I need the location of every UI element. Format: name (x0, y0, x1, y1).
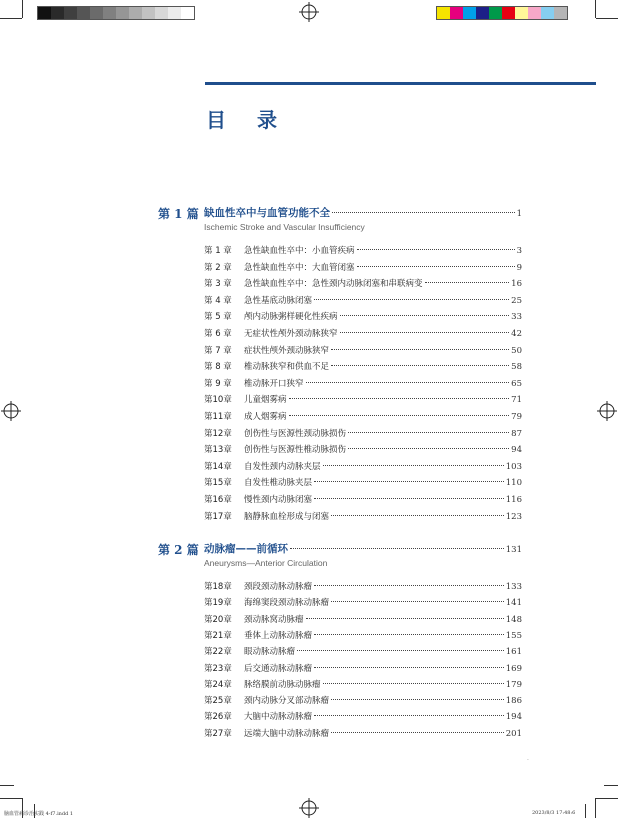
calibration-swatch (77, 7, 90, 19)
toc-chapter-entry[interactable] (204, 694, 522, 708)
dot-leader (425, 282, 510, 283)
calibration-swatch (515, 7, 528, 19)
chapter-title: 慢性颈内动脉闭塞 (244, 495, 313, 505)
chapter-number: 第 7 章 (204, 345, 232, 356)
chapter-number: 第 2 章 (204, 262, 232, 273)
chapter-number: 第20章 (204, 614, 232, 625)
page-number: 65 (511, 378, 522, 389)
registration-mark-top-icon (299, 2, 319, 22)
dot-leader (323, 465, 504, 466)
calibration-swatch (437, 7, 450, 19)
calibration-swatch (168, 7, 181, 19)
part-title: 缺血性卒中与血管功能不全 (204, 207, 330, 219)
print-timestamp: 2023/8/3 17:48:6 (532, 810, 576, 816)
dot-leader (314, 667, 504, 668)
toc-chapter-entry[interactable] (204, 310, 522, 324)
chapter-number: 第15章 (204, 478, 232, 489)
chapter-number: 第10章 (204, 395, 232, 406)
toc-chapter-entry[interactable] (204, 596, 522, 610)
chapter-title: 急性缺血性卒中：小血管疾病 (244, 246, 355, 256)
page-number: 94 (511, 445, 522, 456)
dot-leader (323, 683, 504, 684)
toc-chapter-entry[interactable] (204, 244, 522, 258)
chapter-number: 第 3 章 (204, 279, 232, 290)
chapter-title: 海绵窦段颈动脉动脉瘤 (244, 598, 330, 609)
chapter-title: 急性缺血性卒中：大血管闭塞 (244, 262, 355, 273)
page-number: 25 (511, 295, 522, 306)
calibration-swatch (489, 7, 502, 19)
page-number: 131 (505, 545, 522, 555)
toc-title: 目 录 (206, 108, 289, 132)
toc-chapter-entry[interactable] (204, 629, 522, 643)
part-number: 第 1 篇 (158, 207, 199, 221)
chapter-title: 远端大脑中动脉动脉瘤 (244, 728, 330, 739)
calibration-swatch (103, 7, 116, 19)
registration-mark-bottom-icon (299, 798, 319, 818)
header-rule (205, 82, 596, 85)
calibration-swatch (476, 7, 489, 19)
toc-chapter-entry[interactable] (204, 727, 522, 741)
dot-leader (306, 618, 504, 619)
chapter-title: 椎动脉狭窄和供血不足 (244, 362, 330, 373)
dot-leader (314, 481, 504, 482)
chapter-number: 第 6 章 (204, 329, 232, 339)
page-number: 103 (505, 461, 522, 472)
dot-leader (357, 266, 515, 267)
chapter-title: 自发性颈内动脉夹层 (244, 461, 321, 472)
page-number: 71 (511, 395, 522, 406)
page-number: 123 (505, 511, 522, 522)
print-file-info: 脑血管病诊治实践 4-f7.indd 1 (4, 811, 74, 817)
toc-chapter-entry[interactable] (204, 327, 522, 341)
page-number: 141 (505, 598, 522, 609)
page-number: 33 (511, 312, 522, 323)
calibration-swatch (155, 7, 168, 19)
page-number: 155 (505, 630, 522, 641)
chapter-title: 创伤性与医源性椎动脉损伤 (244, 445, 347, 456)
page-number: 3 (516, 246, 522, 256)
chapter-number: 第14章 (204, 461, 232, 472)
chapter-title: 症状性颅外颈动脉狭窄 (244, 345, 330, 356)
toc-chapter-entry[interactable] (204, 580, 522, 594)
dot-leader (331, 515, 504, 516)
calibration-swatch (554, 7, 567, 19)
chapter-title: 成人烟雾病 (244, 412, 287, 422)
chapter-number: 第 1 章 (204, 246, 232, 256)
dot-leader (290, 548, 504, 549)
page-number: 179 (505, 679, 522, 690)
toc-chapter-entry[interactable] (204, 678, 522, 692)
chapter-number: 第25章 (204, 696, 232, 707)
chapter-title: 急性缺血性卒中：急性颈内动脉闭塞和串联病变 (244, 279, 423, 290)
part-heading[interactable] (158, 205, 522, 221)
chapter-title: 脑静脉血栓形成与闭塞 (244, 511, 330, 522)
page-number: 148 (505, 614, 522, 625)
page-number: 201 (505, 728, 522, 739)
chapter-number: 第21章 (204, 630, 232, 641)
page-number: 169 (505, 663, 522, 674)
chapter-number: 第16章 (204, 495, 232, 505)
dot-leader (331, 699, 504, 700)
toc-chapter-entry[interactable] (204, 427, 522, 441)
toc-chapter-entry[interactable] (204, 460, 522, 474)
calibration-swatch (64, 7, 77, 19)
page-number: 186 (505, 696, 522, 707)
page-number: 133 (505, 582, 522, 592)
toc-chapter-entry[interactable] (204, 393, 522, 407)
dot-leader (331, 365, 509, 366)
page-number: 58 (511, 362, 522, 373)
toc-chapter-entry[interactable] (204, 443, 522, 457)
toc-chapter-entry[interactable] (204, 294, 522, 308)
toc-chapter-entry[interactable] (204, 510, 522, 524)
toc-chapter-entry[interactable] (204, 493, 522, 507)
toc-chapter-entry[interactable] (204, 410, 522, 424)
page-number: 194 (505, 712, 522, 723)
calibration-swatch (38, 7, 51, 19)
dot-leader (289, 415, 510, 416)
chapter-number: 第13章 (204, 445, 232, 456)
calibration-swatch (142, 7, 155, 19)
registration-mark-left-icon (1, 401, 21, 421)
calibration-swatch (51, 7, 64, 19)
chapter-number: 第 9 章 (204, 378, 232, 389)
calibration-swatch (116, 7, 129, 19)
page-number: 9 (516, 262, 522, 273)
dot-leader (340, 315, 510, 316)
toc-chapter-entry[interactable] (204, 360, 522, 374)
page-number: 79 (511, 412, 522, 422)
page-number: 1 (516, 209, 522, 219)
page-number: 42 (511, 329, 522, 339)
chapter-number: 第23章 (204, 663, 232, 674)
color-calibration-bar (436, 6, 568, 20)
chapter-number: 第17章 (204, 511, 232, 522)
dot-leader (314, 299, 509, 300)
page-number: 161 (505, 647, 522, 658)
chapter-number: 第26章 (204, 712, 232, 723)
calibration-swatch (181, 7, 194, 19)
dot-leader (289, 398, 510, 399)
dot-leader (331, 601, 504, 602)
chapter-title: 自发性椎动脉夹层 (244, 478, 313, 489)
page-number: 116 (505, 495, 522, 505)
toc-chapter-entry[interactable] (204, 277, 522, 291)
toc-chapter-entry[interactable] (204, 662, 522, 676)
dot-leader (348, 448, 509, 449)
calibration-swatch (528, 7, 541, 19)
calibration-swatch (450, 7, 463, 19)
chapter-title: 创伤性与医源性颈动脉损伤 (244, 428, 347, 439)
chapter-number: 第12章 (204, 428, 232, 439)
chapter-title: 椎动脉开口狭窄 (244, 378, 304, 389)
chapter-title: 儿童烟雾病 (244, 395, 287, 406)
chapter-title: 颈动脉窝动脉瘤 (244, 614, 304, 625)
registration-mark-right-icon (597, 401, 617, 421)
chapter-title: 后交通动脉动脉瘤 (244, 663, 313, 674)
calibration-swatch (90, 7, 103, 19)
chapter-number: 第 8 章 (204, 362, 232, 373)
page-number: 110 (505, 478, 522, 489)
chapter-number: 第 4 章 (204, 295, 232, 306)
chapter-number: 第19章 (204, 598, 232, 609)
toc-chapter-entry[interactable] (204, 613, 522, 627)
dot-leader (297, 650, 504, 651)
calibration-swatch (541, 7, 554, 19)
grayscale-calibration-bar (37, 6, 195, 20)
dot-leader (331, 732, 504, 733)
part-heading[interactable] (158, 541, 522, 557)
dot-leader (332, 212, 515, 213)
toc-chapter-entry[interactable] (204, 476, 522, 490)
toc-chapter-entry[interactable] (204, 710, 522, 724)
chapter-title: 垂体上动脉动脉瘤 (244, 630, 313, 641)
dot-leader (331, 349, 509, 350)
dot-leader (306, 382, 510, 383)
chapter-number: 第24章 (204, 679, 232, 690)
calibration-swatch (129, 7, 142, 19)
chapter-title: 颈段颈动脉动脉瘤 (244, 582, 313, 592)
part-subtitle: Ischemic Stroke and Vascular Insufficiency (204, 222, 365, 232)
page-mark: · (527, 757, 529, 764)
toc-chapter-entry[interactable] (204, 377, 522, 391)
toc-chapter-entry[interactable] (204, 645, 522, 659)
chapter-title: 脉络膜前动脉动脉瘤 (244, 679, 321, 690)
dot-leader (314, 585, 504, 586)
chapter-title: 急性基底动脉闭塞 (244, 295, 313, 306)
part-subtitle: Aneurysms—Anterior Circulation (204, 558, 328, 568)
part-number: 第 2 篇 (158, 543, 199, 557)
chapter-number: 第22章 (204, 647, 232, 658)
chapter-title: 无症状性颅外颈动脉狭窄 (244, 329, 338, 339)
chapter-number: 第11章 (204, 412, 232, 422)
calibration-swatch (463, 7, 476, 19)
page-number: 50 (511, 345, 522, 356)
dot-leader (314, 715, 504, 716)
chapter-title: 颅内动脉粥样硬化性疾病 (244, 312, 338, 323)
chapter-number: 第18章 (204, 582, 232, 592)
chapter-title: 眼动脉动脉瘤 (244, 647, 296, 658)
toc-chapter-entry[interactable] (204, 344, 522, 358)
dot-leader (357, 249, 515, 250)
chapter-title: 大脑中动脉动脉瘤 (244, 712, 313, 723)
part-title: 动脉瘤——前循环 (204, 543, 288, 555)
toc-chapter-entry[interactable] (204, 261, 522, 275)
chapter-number: 第 5 章 (204, 312, 232, 323)
dot-leader (314, 634, 504, 635)
dot-leader (348, 432, 509, 433)
page-number: 16 (511, 279, 522, 290)
chapter-title: 颈内动脉分叉部动脉瘤 (244, 696, 330, 707)
chapter-number: 第27章 (204, 728, 232, 739)
dot-leader (340, 332, 510, 333)
calibration-swatch (502, 7, 515, 19)
dot-leader (314, 498, 504, 499)
page-number: 87 (511, 428, 522, 439)
